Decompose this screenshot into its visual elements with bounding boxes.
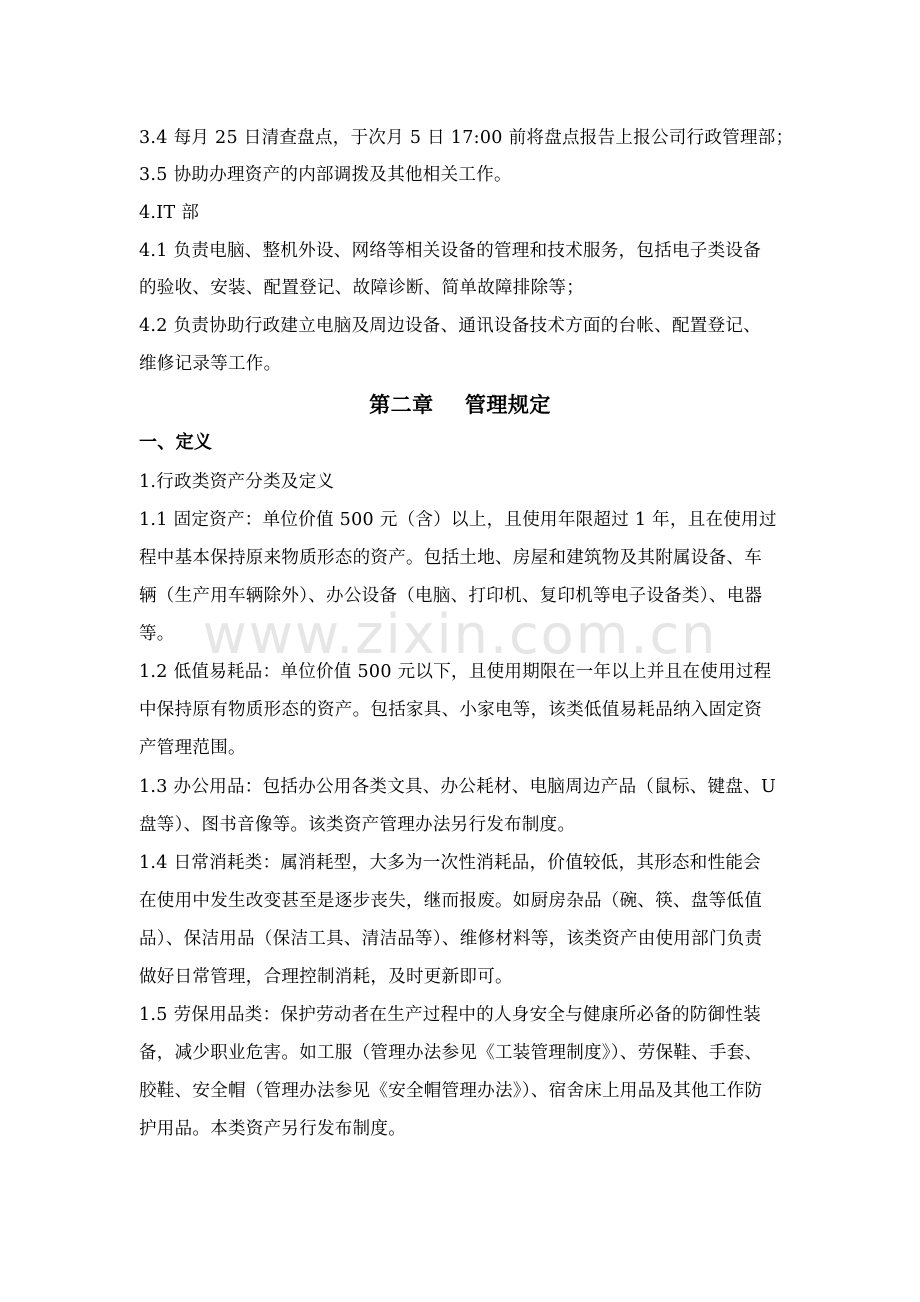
paragraph-line: 4.2 负责协助行政建立电脑及周边设备、通讯设备技术方面的台帐、配置登记、: [139, 316, 761, 336]
paragraph-line: 辆（生产用车辆除外）、办公设备（电脑、打印机、复印机等电子设备类）、电器: [139, 586, 763, 606]
paragraph-line: 备，减少职业危害。如工服（管理办法参见《工装管理制度》）、劳保鞋、手套、: [139, 1043, 763, 1063]
watermark: www.zixin.com.cn: [202, 603, 718, 666]
paragraph-line: 产管理范围。: [139, 738, 246, 758]
paragraph-line: 中保持原有物质形态的资产。包括家具、小家电等，该类低值易耗品纳入固定资: [139, 700, 762, 720]
paragraph-line: 4.IT 部: [139, 203, 200, 223]
paragraph-line: 3.5 协助办理资产的内部调拨及其他相关工作。: [139, 165, 512, 185]
paragraph-line: 1.3 办公用品：包括办公用各类文具、办公耗材、电脑周边产品（鼠标、键盘、U: [139, 777, 777, 797]
section-title: 一、定义: [139, 432, 213, 453]
paragraph-line: 等。: [139, 624, 175, 644]
paragraph-line: 1.4 日常消耗类：属消耗型，大多为一次性消耗品，价值较低，其形态和性能会: [139, 853, 761, 873]
paragraph-line: 的验收、安装、配置登记、故障诊断、简单故障排除等；: [139, 278, 584, 298]
paragraph-line: 4.1 负责电脑、整机外设、网络等相关设备的管理和技术服务，包括电子类设备: [139, 241, 761, 261]
paragraph-line: 1.5 劳保用品类：保护劳动者在生产过程中的人身安全与健康所必备的防御性装: [139, 1005, 761, 1025]
paragraph-line: 盘等）、图书音像等。该类资产管理办法另行发布制度。: [139, 815, 576, 835]
paragraph-line: 做好日常管理，合理控制消耗，及时更新即可。: [139, 967, 513, 987]
chapter-title: 第二章 管理规定: [369, 392, 551, 417]
paragraph-line: 品）、保洁用品（保洁工具、清洁品等）、维修材料等，该类资产由使用部门负责: [139, 929, 763, 949]
paragraph-line: 程中基本保持原来物质形态的资产。包括土地、房屋和建筑物及其附属设备、车: [139, 548, 762, 568]
paragraph-line: 护用品。本类资产另行发布制度。: [139, 1119, 406, 1139]
paragraph-line: 1.1 固定资产：单位价值 500 元（含）以上，且使用年限超过 1 年，且在使用过: [139, 510, 777, 530]
paragraph-line: 1.行政类资产分类及定义: [139, 472, 335, 492]
paragraph-line: 胶鞋、安全帽（管理办法参见《安全帽管理办法》）、宿舍床上用品及其他工作防: [139, 1081, 763, 1101]
paragraph-line: 维修记录等工作。: [139, 354, 282, 374]
paragraph-line: 1.2 低值易耗品：单位价值 500 元以下，且使用期限在一年以上并且在使用过程: [139, 662, 772, 682]
paragraph-line: 在使用中发生改变甚至是逐步丧失，继而报废。如厨房杂品（碗、筷、盘等低值: [139, 891, 762, 911]
paragraph-line: 3.4 每月 25 日清查盘点，于次月 5 日 17:00 前将盘点报告上报公司行政管理部；: [139, 128, 794, 148]
